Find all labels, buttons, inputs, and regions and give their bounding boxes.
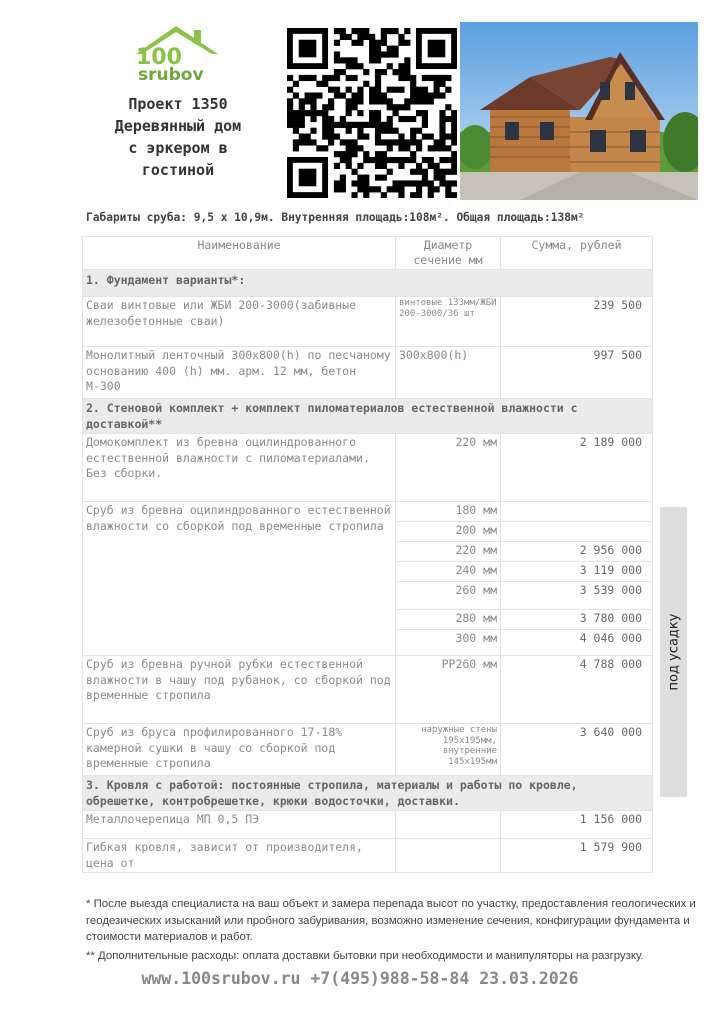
row-sum: 1 579 900 xyxy=(501,839,653,873)
house-photo xyxy=(460,22,698,200)
table-header-row xyxy=(83,237,653,270)
footnote: * После выезда специалиста на ваш объект и замера перепада высот по участку, предоставления геологических и геодезических изысканий или пробного забуривания, возможно изменение сечения, конфигурации фундамента и стоимости материалов и работ. xyxy=(86,898,696,944)
table-row xyxy=(83,347,653,399)
row-diameter: 200 мм xyxy=(396,522,501,542)
row-sum: 3 640 000 xyxy=(501,724,653,776)
header-sum: Сумма, рублей xyxy=(501,237,653,270)
price-table xyxy=(82,236,653,873)
logo-number: 100 xyxy=(136,45,182,70)
title-line: с эркером в xyxy=(128,139,228,157)
row-name: Домокомплект из бревна оцилиндрованного естественной влажности с пиломатериалами. Без сборки. xyxy=(83,434,396,502)
row-sum: 3 119 000 xyxy=(501,562,653,582)
section-row xyxy=(83,399,653,434)
footnotes xyxy=(86,896,696,964)
row-diameter: РР260 мм xyxy=(396,656,501,724)
logo-text: srubov xyxy=(138,65,204,84)
row-diameter: 280 мм xyxy=(396,610,501,630)
title-line: Деревянный дом xyxy=(114,117,242,135)
row-diameter: 300х800(h) xyxy=(396,347,501,399)
row-diameter xyxy=(396,839,501,873)
row-name: Сруб из бревна ручной рубки естественной влажности в чашу под рубанок, со сборкой под временные стропила xyxy=(83,656,396,724)
row-name: Сваи винтовые или ЖБИ 200-3000(забивные железобетонные сваи) xyxy=(83,297,396,347)
table-row xyxy=(83,297,653,347)
row-diameter: 260 мм xyxy=(396,582,501,610)
row-name: Сруб из бревна оцилиндрованного естественной влажности со сборкой под временные стропила xyxy=(83,502,396,656)
row-sum: 997 500 xyxy=(501,347,653,399)
row-sum: 4 788 000 xyxy=(501,656,653,724)
section-row xyxy=(83,270,653,297)
row-name: Монолитный ленточный 300х800(h) по песчаному основанию 400 (h) мм. арм. 12 мм, бетон М-300 xyxy=(83,347,396,399)
dimensions-line: Габариты сруба: 9,5 х 10,9м. Внутренняя площадь:108м². Общая площадь:138м² xyxy=(86,211,585,224)
row-name: Металлочерепица МП 0,5 ПЭ xyxy=(83,811,396,839)
row-diameter xyxy=(396,811,501,839)
row-diameter: 220 мм xyxy=(396,434,501,502)
row-diameter: наружные стены 195х195мм, внутренние 145х195мм xyxy=(396,724,501,776)
title-line: гостиной xyxy=(141,161,215,179)
table-row xyxy=(83,656,653,724)
section-row xyxy=(83,776,653,811)
row-sum: 2 956 000 xyxy=(501,542,653,562)
row-sum: 3 780 000 xyxy=(501,610,653,630)
table-row xyxy=(83,434,653,502)
section-roof: 3. Кровля с работой: постоянные стропила, материалы и работы по кровле, обрешетке, контробрешетке, крюки водосточки, доставки. xyxy=(83,776,653,811)
row-sum: 1 156 000 xyxy=(501,811,653,839)
row-diameter: 240 мм xyxy=(396,562,501,582)
side-label-text: под усадку xyxy=(666,613,681,691)
company-logo xyxy=(128,20,224,84)
section-walls: 2. Стеновой комплект + комплект пиломатериалов естественной влажности с доставкой** xyxy=(83,399,653,434)
table-row xyxy=(83,724,653,776)
row-diameter: 300 мм xyxy=(396,630,501,656)
row-sum xyxy=(501,522,653,542)
qr-code[interactable] xyxy=(287,28,457,198)
table-row xyxy=(83,502,653,522)
footer-contacts[interactable]: www.100srubov.ru +7(495)988-58-84 23.03.2026 xyxy=(141,969,579,988)
row-sum: 2 189 000 xyxy=(501,434,653,502)
row-sum xyxy=(501,502,653,522)
table-row xyxy=(83,811,653,839)
row-diameter: 220 мм xyxy=(396,542,501,562)
row-sum: 4 046 000 xyxy=(501,630,653,656)
row-sum: 239 500 xyxy=(501,297,653,347)
title-line: Проект 1350 xyxy=(128,95,228,113)
section-foundation: 1. Фундамент варианты*: xyxy=(83,270,653,297)
row-sum: 3 539 000 xyxy=(501,582,653,610)
shrinkage-side-label xyxy=(660,507,687,797)
footnote: ** Дополнительные расходы: оплата доставки бытовки при необходимости и манипуляторы на разгрузку. xyxy=(86,949,644,962)
project-title xyxy=(88,93,268,181)
row-name: Гибкая кровля, зависит от производителя, цена от xyxy=(83,839,396,873)
row-diameter: 180 мм xyxy=(396,502,501,522)
row-diameter: винтовые 133мм/ЖБИ 200-3000/36 шт xyxy=(396,297,501,347)
row-name: Сруб из бруса профилированного 17-18% камерной сушки в чашу со сборкой под временные стропила xyxy=(83,724,396,776)
table-row xyxy=(83,839,653,873)
header-diameter: Диаметр сечение мм xyxy=(396,237,501,270)
header-name: Наименование xyxy=(83,237,396,270)
